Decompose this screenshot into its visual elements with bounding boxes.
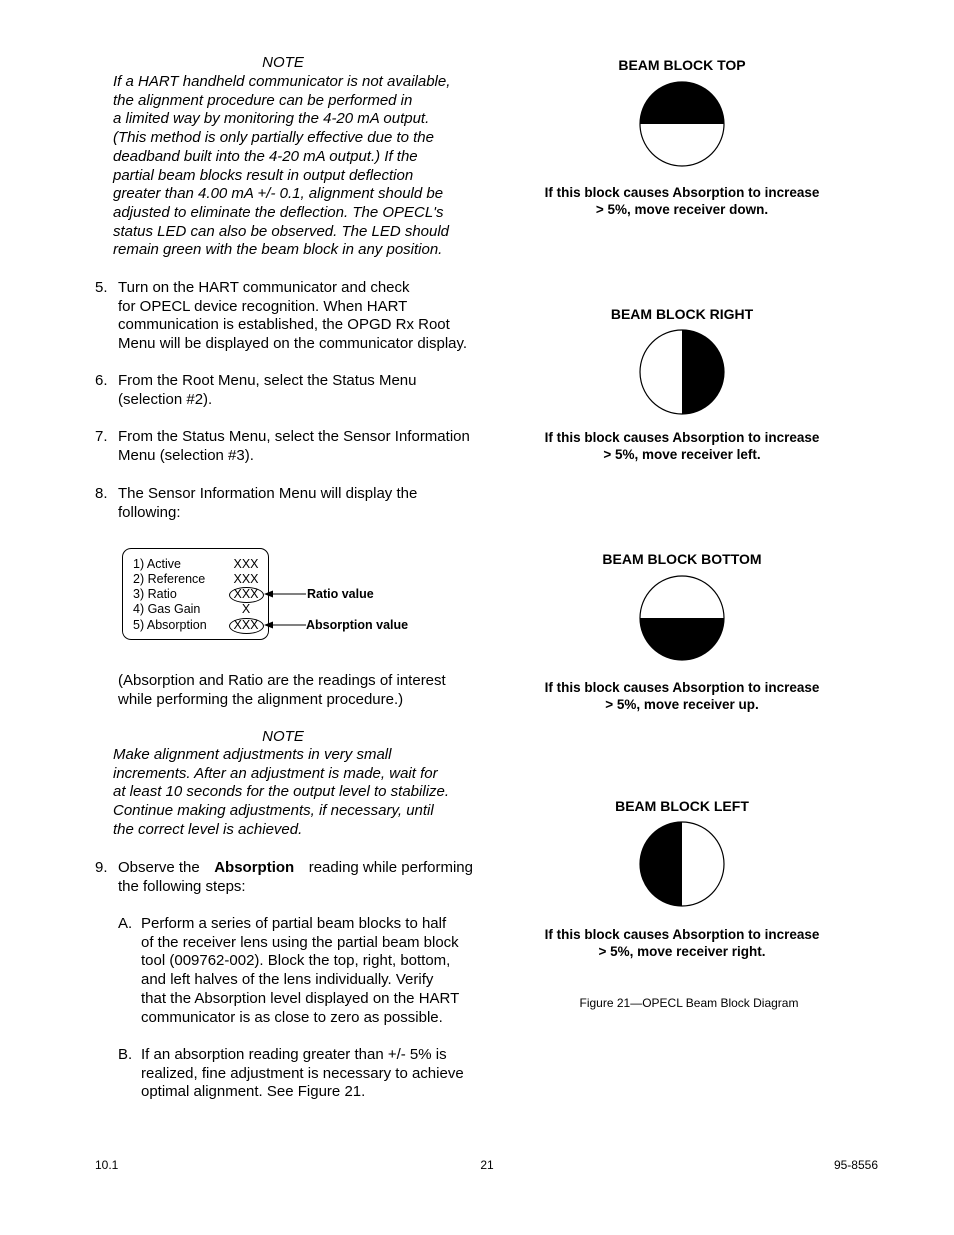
step-7	[95, 428, 473, 466]
caption-line: > 5%, move receiver down.	[595, 202, 769, 217]
substep-line: of the receiver lens using the partial beam block	[141, 933, 459, 951]
substep-letter: A.	[118, 915, 133, 932]
figure-caption: Figure 21—OPECL Beam Block Diagram	[579, 996, 799, 1010]
caption-line: If this block causes Absorption to increase	[544, 430, 820, 445]
menu-row-label: 2) Reference	[133, 572, 206, 586]
note-line: at least 10 seconds for the output level to stabilize.	[113, 783, 450, 801]
caption-line: If this block causes Absorption to increase	[544, 927, 820, 942]
beam-block-left-diagram	[638, 821, 726, 909]
substep-letter: B.	[118, 1046, 133, 1063]
step-9	[95, 859, 473, 897]
note-line: status LED can also be observed. The LED should	[113, 222, 450, 240]
menu-row-value: XXX	[233, 557, 259, 571]
beam-block-top-shaded-half	[640, 82, 724, 124]
step-number: 7.	[95, 428, 108, 445]
footer-revision: 10.1	[95, 1158, 119, 1172]
substep-line: and left halves of the lens individually. Verify	[141, 971, 434, 989]
note-1-title: NOTE	[262, 54, 304, 71]
step-line: communication is established, the OPGD Rx Root	[118, 316, 450, 334]
absorption-value-callout: Absorption value	[306, 618, 409, 632]
step-line: From the Root Menu, select the Status Menu	[118, 372, 417, 389]
step-line: following:	[118, 503, 181, 521]
beam-block-right-shaded-half	[682, 330, 724, 414]
substep-line: optimal alignment. See Figure 21.	[141, 1083, 366, 1101]
beam-block-left-shaded-half	[640, 822, 682, 906]
step-number: 5.	[95, 279, 108, 296]
note-line: adjusted to eliminate the deflection. The OPECL's	[113, 203, 444, 221]
note-line: while performing the alignment procedure.)	[118, 690, 404, 708]
menu-row-label: 3) Ratio	[133, 587, 177, 601]
note-line: the alignment procedure can be performed in	[113, 91, 413, 109]
note-line: a limited way by monitoring the 4-20 mA output.	[113, 110, 430, 128]
callout-arrows	[262, 585, 307, 635]
note-line: deadband built into the 4-20 mA output.) If the	[113, 147, 418, 165]
beam-block-bottom-caption	[517, 679, 847, 713]
step-number: 9.	[95, 859, 108, 876]
step-line: (selection #2).	[118, 390, 213, 408]
footer-document-number: 95-8556	[833, 1158, 878, 1172]
beam-block-left-title: BEAM BLOCK LEFT	[615, 798, 749, 814]
menu-row-label: 1) Active	[133, 557, 181, 571]
step-line: the following steps:	[118, 877, 246, 895]
beam-block-right-caption	[517, 429, 847, 463]
substep-a	[118, 915, 473, 1029]
beam-block-right-diagram	[638, 329, 726, 417]
substep-b	[118, 1046, 473, 1103]
step-line: for OPECL device recognition. When HART	[118, 297, 408, 315]
beam-block-top-caption	[517, 184, 847, 218]
ratio-value-callout: Ratio value	[307, 587, 374, 601]
step-line: Turn on the HART communicator and check	[118, 279, 410, 296]
beam-block-top-diagram	[638, 81, 726, 169]
substep-line: Perform a series of partial beam blocks to half	[141, 915, 447, 932]
substep-line: If an absorption reading greater than +/- 5% is	[141, 1046, 447, 1063]
step-6	[95, 372, 473, 410]
note-line: partial beam blocks result in output deflection	[113, 166, 414, 184]
beam-block-bottom-diagram	[638, 575, 726, 663]
note-line: the correct level is achieved.	[113, 820, 303, 838]
step-line: From the Status Menu, select the Sensor Information	[118, 428, 470, 445]
step-9-prefix: Observe the	[118, 859, 200, 876]
footer-page-number: 21	[480, 1158, 494, 1172]
menu-row-label: 4) Gas Gain	[133, 602, 201, 616]
note-2-title: NOTE	[262, 728, 304, 745]
substep-line: communicator is as close to zero as possible.	[141, 1008, 443, 1026]
note-line: (This method is only partially effective due to the	[113, 129, 434, 147]
step-8	[95, 485, 473, 523]
caption-line: > 5%, move receiver right.	[598, 944, 766, 959]
step-line: The Sensor Information Menu will display the	[118, 485, 418, 502]
note-line: If a HART handheld communicator is not available,	[113, 73, 451, 90]
beam-block-top-title: BEAM BLOCK TOP	[618, 57, 746, 73]
beam-block-bottom-shaded-half	[640, 618, 724, 660]
step-9-suffix: reading while performing	[308, 859, 473, 876]
absorption-arrowhead	[264, 622, 273, 629]
step-9-bold-term: Absorption	[214, 859, 295, 876]
beam-block-left-caption	[517, 926, 847, 960]
note-line: increments. After an adjustment is made, wait for	[113, 764, 438, 782]
note-2-body	[113, 746, 453, 840]
caption-line: > 5%, move receiver left.	[603, 447, 761, 462]
step-line: Menu will be displayed on the communicator display.	[118, 335, 468, 353]
caption-line: > 5%, move receiver up.	[605, 697, 759, 712]
step-line	[118, 859, 473, 878]
menu-row-value: XXX	[233, 618, 259, 632]
ratio-arrowhead	[264, 591, 273, 598]
menu-row-value: X	[241, 602, 251, 616]
readings-of-interest-note	[118, 672, 473, 709]
step-5	[95, 279, 473, 355]
beam-block-bottom-title: BEAM BLOCK BOTTOM	[602, 551, 762, 567]
caption-line: If this block causes Absorption to increase	[544, 680, 820, 695]
ratio-value-highlight-oval	[229, 587, 264, 603]
note-line: remain green with the beam block in any position.	[113, 241, 443, 259]
note-line: Continue making adjustments, if necessary, until	[113, 802, 434, 820]
menu-row-value: XXX	[233, 587, 259, 601]
absorption-value-highlight-oval	[229, 618, 264, 634]
step-number: 6.	[95, 372, 108, 389]
substep-line: tool (009762-002). Block the top, right, bottom,	[141, 952, 451, 970]
note-line: greater than 4.00 mA +/- 0.1, alignment should be	[113, 185, 444, 203]
substep-line: realized, fine adjustment is necessary to achieve	[141, 1064, 464, 1082]
menu-row-value: XXX	[233, 572, 259, 586]
menu-row-label: 5) Absorption	[133, 618, 207, 632]
caption-line: If this block causes Absorption to increase	[544, 185, 820, 200]
note-line: Make alignment adjustments in very small	[113, 746, 392, 763]
beam-block-right-title: BEAM BLOCK RIGHT	[610, 306, 754, 322]
note-line: (Absorption and Ratio are the readings of interest	[118, 672, 446, 689]
substep-line: that the Absorption level displayed on the HART	[141, 989, 460, 1007]
step-line: Menu (selection #3).	[118, 446, 254, 464]
step-number: 8.	[95, 485, 108, 502]
note-1-body	[113, 73, 453, 260]
